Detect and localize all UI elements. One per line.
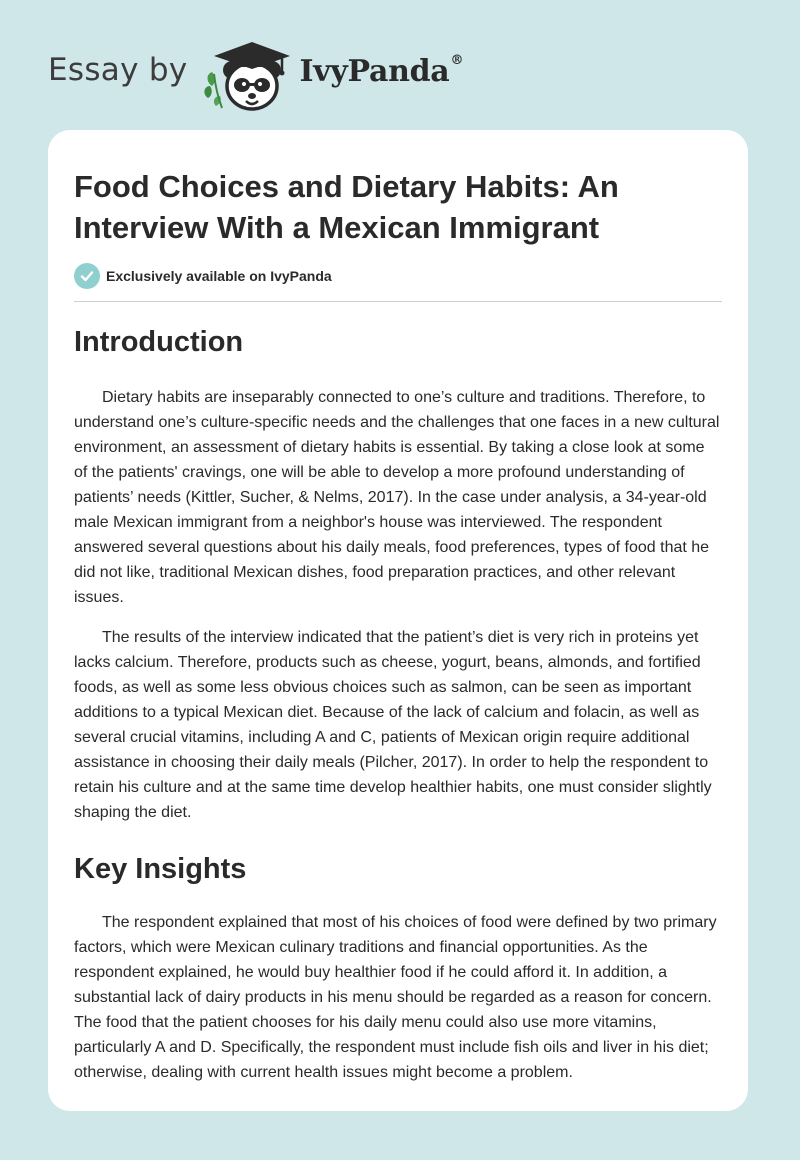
panda-graduate-icon	[202, 36, 294, 112]
exclusive-badge	[74, 263, 722, 289]
paragraph: Dietary habits are inseparably connected to one’s culture and traditions. Therefore, to understand one’s culture-specific needs and the challenges that one faces in a new cultural environment, an assessment of dietary habits is essential. By taking a close look at some of the patients' cravings, one will be able to develop a more profound understanding of patients’ needs (Kittler, Sucher, & Nelms, 2017). In the case under analysis, a 34-year-old male Mexican immigrant from a neighbor's house was interviewed. The respondent answered several questions about his daily meals, food preferences, types of food that he did not like, traditional Mexican dishes, food preparation practices, and other relevant issues.	[74, 389, 720, 606]
essay-title: Food Choices and Dietary Habits: An Interview With a Mexican Immigrant	[74, 169, 619, 245]
section-heading-key-insights: Key Insights	[74, 853, 247, 885]
divider	[74, 301, 722, 302]
section-heading-introduction: Introduction	[74, 326, 244, 358]
brand-name[interactable]: IvyPanda®	[299, 52, 464, 89]
site-header	[48, 36, 463, 112]
exclusive-label: Exclusively available on IvyPanda	[106, 268, 332, 284]
essay-card	[48, 130, 748, 1111]
paragraph: The respondent explained that most of his choices of food were defined by two primary factors, which were Mexican culinary traditions and financial opportunities. As the respondent explained, he would buy healthier food if he could afford it. In addition, a substantial lack of dairy products in his menu should be regarded as a reason for concern. The food that the patient chooses for his daily menu could also use more vitamins, particularly A and D. Specifically, the respondent must include fish oils and liver in his diet; otherwise, dealing with current health issues might become a problem.	[74, 914, 717, 1081]
registered-mark: ®	[450, 52, 464, 68]
essay-by-label: Essay by	[48, 51, 188, 88]
check-icon	[74, 263, 100, 289]
paragraph: The results of the interview indicated that the patient’s diet is very rich in proteins yet lacks calcium. Therefore, products such as cheese, yogurt, beans, almonds, and fortified foods, as well as some less obvious choices such as salmon, can be seen as important additions to a typical Mexican diet. Because of the lack of calcium and folacin, as well as several crucial vitamins, including A and C, patients of Mexican origin require additional assistance in choosing their daily meals (Pilcher, 2017). In order to help the respondent to retain his culture and at the same time develop healthier habits, one must consider slightly shaping the diet.	[74, 629, 712, 821]
